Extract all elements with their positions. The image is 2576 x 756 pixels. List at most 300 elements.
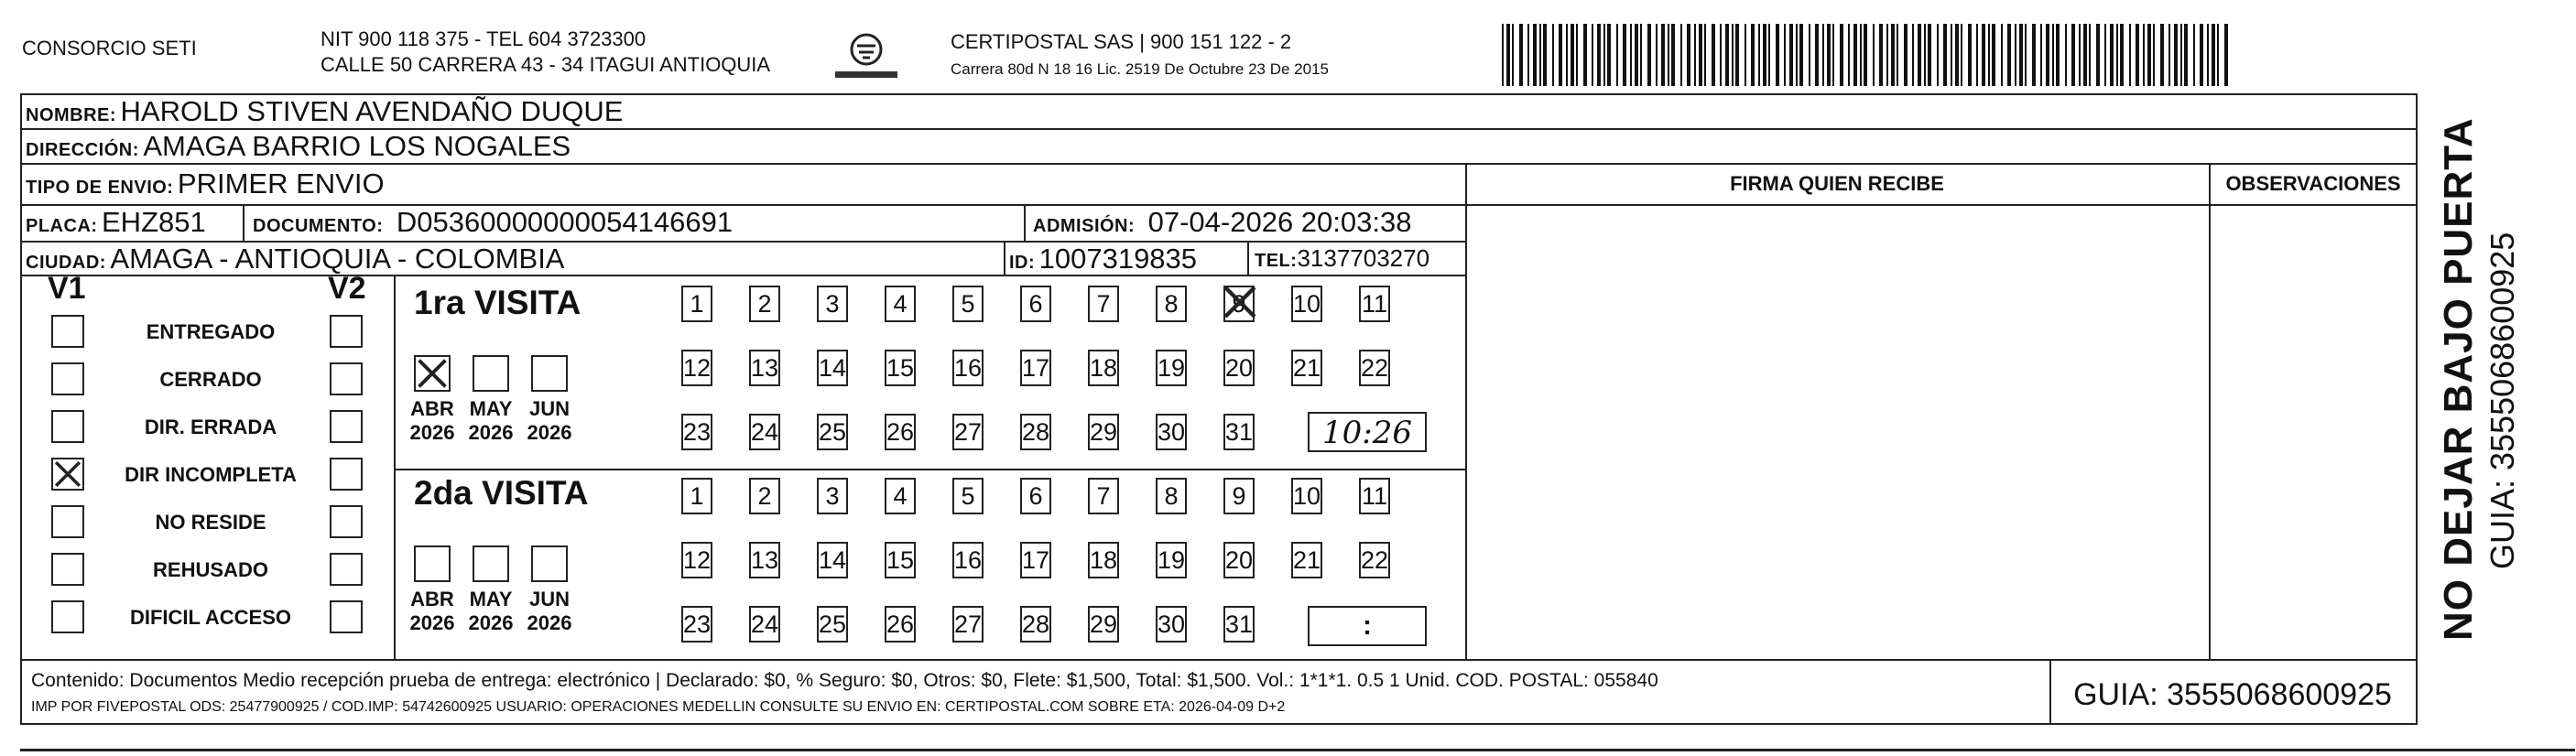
barcode-bar bbox=[1543, 24, 1547, 86]
barcode-bar bbox=[1928, 24, 1931, 86]
barcode-bar bbox=[1687, 24, 1690, 86]
barcode-bar bbox=[1704, 24, 1706, 86]
day-box[interactable] bbox=[749, 350, 780, 386]
barcode-bar bbox=[1924, 24, 1926, 86]
day-box[interactable] bbox=[885, 414, 916, 450]
day-number: 8 bbox=[1164, 290, 1179, 318]
tipo-envio-label: TIPO DE ENVIO: bbox=[26, 178, 174, 198]
barcode-bar bbox=[2147, 24, 2151, 86]
day-box[interactable] bbox=[1156, 606, 1187, 643]
day-number: 15 bbox=[886, 354, 915, 382]
day-number: 31 bbox=[1225, 610, 1254, 638]
barcode-bar bbox=[1968, 24, 1972, 86]
day-box[interactable] bbox=[1020, 350, 1051, 386]
barcode-bar bbox=[1732, 24, 1734, 86]
month-label bbox=[405, 397, 460, 445]
status-v2-checkbox[interactable] bbox=[330, 410, 363, 443]
documento-label: DOCUMENTO: bbox=[253, 216, 384, 236]
barcode-bar bbox=[1699, 24, 1702, 86]
barcode-bar bbox=[1776, 24, 1779, 86]
id-field bbox=[1009, 243, 1197, 275]
certipostal-logo bbox=[831, 27, 901, 82]
barcode-bar bbox=[1671, 24, 1675, 86]
day-number: 27 bbox=[954, 610, 983, 638]
barcode-bar bbox=[1784, 24, 1786, 86]
status-v2-checkbox[interactable] bbox=[330, 362, 363, 395]
company-name: CONSORCIO SETI bbox=[22, 37, 197, 59]
barcode-bar bbox=[1607, 24, 1611, 86]
placa-field bbox=[26, 206, 206, 239]
day-box[interactable] bbox=[817, 350, 848, 386]
tel-label: TEL: bbox=[1255, 251, 1298, 271]
barcode-bar bbox=[2193, 24, 2195, 86]
day-box[interactable] bbox=[749, 542, 780, 578]
no-dejar-bajo-puerta: NO DEJAR BAJO PUERTA bbox=[2436, 117, 2481, 641]
month-name: MAY bbox=[469, 397, 513, 420]
day-number: 30 bbox=[1158, 610, 1186, 638]
day-number: 14 bbox=[819, 354, 847, 382]
admision-field bbox=[1033, 206, 1411, 239]
day-number: 26 bbox=[886, 418, 915, 446]
status-v1-checkbox[interactable] bbox=[51, 410, 84, 443]
day-number: 12 bbox=[683, 546, 712, 574]
day-box[interactable] bbox=[1223, 606, 1255, 643]
day-box[interactable] bbox=[1359, 478, 1390, 514]
month-name: ABR bbox=[410, 588, 454, 610]
barcode-bar bbox=[2153, 24, 2155, 86]
day-box[interactable] bbox=[681, 414, 712, 450]
documento-value: D05360000000054146691 bbox=[396, 206, 734, 238]
day-number: 25 bbox=[819, 610, 847, 638]
barcode-bar bbox=[1796, 24, 1798, 86]
barcode-bar bbox=[1832, 24, 1834, 86]
day-number: 9 bbox=[1232, 482, 1246, 510]
barcode-bar bbox=[1745, 24, 1746, 86]
status-v1-checkbox[interactable] bbox=[51, 458, 84, 491]
day-box[interactable] bbox=[1088, 542, 1119, 578]
day-box[interactable] bbox=[749, 606, 780, 643]
day-box[interactable] bbox=[1020, 478, 1051, 514]
barcode-bar bbox=[2180, 24, 2182, 86]
barcode-bar bbox=[1720, 24, 1722, 86]
status-v2-checkbox[interactable] bbox=[330, 553, 363, 586]
day-box[interactable] bbox=[1156, 414, 1187, 450]
barcode-bar bbox=[1519, 24, 1523, 86]
month-checkbox[interactable] bbox=[473, 545, 509, 582]
barcode-bar bbox=[1583, 24, 1587, 86]
day-number: 4 bbox=[893, 482, 908, 510]
day-box[interactable] bbox=[1223, 350, 1255, 386]
day-number: 25 bbox=[819, 418, 847, 446]
barcode-bar bbox=[1912, 24, 1914, 86]
barcode-bar bbox=[1763, 24, 1766, 86]
footer-guia: GUIA: 3555068600925 bbox=[2073, 677, 2392, 712]
day-number: 31 bbox=[1225, 418, 1254, 446]
barcode-bar bbox=[2007, 24, 2011, 86]
day-number: 8 bbox=[1164, 482, 1179, 510]
barcode-bar bbox=[2083, 24, 2087, 86]
day-number: 18 bbox=[1090, 546, 1118, 574]
day-number: 24 bbox=[751, 610, 779, 638]
barcode-bar bbox=[1848, 24, 1850, 86]
barcode-bar bbox=[2079, 24, 2081, 86]
barcode-bar bbox=[2184, 24, 2188, 86]
day-box[interactable] bbox=[1020, 606, 1051, 643]
day-number: 19 bbox=[1158, 546, 1186, 574]
day-number: 16 bbox=[954, 354, 983, 382]
day-box[interactable] bbox=[1291, 542, 1322, 578]
barcode-bar bbox=[1661, 24, 1665, 86]
barcode-bar bbox=[2071, 24, 2075, 86]
barcode-bar bbox=[2207, 24, 2209, 86]
day-box[interactable] bbox=[952, 414, 984, 450]
status-v1-checkbox[interactable] bbox=[51, 315, 84, 348]
day-number: 16 bbox=[954, 546, 983, 574]
direccion-label: DIRECCIÓN: bbox=[26, 140, 139, 160]
barcode-bar bbox=[2212, 24, 2215, 86]
barcode-bar bbox=[1576, 24, 1578, 86]
day-number: 17 bbox=[1022, 354, 1050, 382]
month-label bbox=[405, 588, 460, 635]
placa-value: EHZ851 bbox=[102, 206, 206, 238]
barcode-bar bbox=[2001, 24, 2003, 86]
barcode-bar bbox=[1904, 24, 1908, 86]
barcode-bar bbox=[1961, 24, 1962, 86]
day-number: 20 bbox=[1225, 546, 1254, 574]
nit-line: NIT 900 118 375 - TEL 604 3723300 bbox=[321, 27, 647, 50]
day-number: 6 bbox=[1028, 482, 1043, 510]
admision-label: ADMISIÓN: bbox=[1033, 216, 1136, 236]
visit1-title: 1ra VISITA bbox=[414, 284, 582, 321]
day-box[interactable] bbox=[817, 286, 848, 322]
barcode-bar bbox=[1506, 24, 1510, 86]
day-box[interactable] bbox=[1359, 542, 1390, 578]
day-number: 2 bbox=[757, 290, 772, 318]
barcode-bar bbox=[1822, 24, 1824, 86]
day-number: 14 bbox=[819, 546, 847, 574]
tel-value: 3137703270 bbox=[1297, 244, 1430, 272]
barcode-bar bbox=[1809, 24, 1810, 86]
barcode-bar bbox=[1918, 24, 1921, 86]
barcode-bar bbox=[2200, 24, 2203, 86]
status-label: NO RESIDE bbox=[155, 511, 266, 534]
barcode-bar bbox=[1668, 24, 1669, 86]
barcode-bar bbox=[1533, 24, 1537, 86]
ciudad-value: AMAGA - ANTIOQUIA - COLOMBIA bbox=[110, 243, 565, 275]
day-number: 10 bbox=[1293, 482, 1321, 510]
status-v2-checkbox[interactable] bbox=[330, 600, 363, 633]
v2-header: V2 bbox=[328, 271, 366, 306]
day-box[interactable] bbox=[1088, 606, 1119, 643]
day-number: 30 bbox=[1158, 418, 1186, 446]
day-number: 11 bbox=[1361, 290, 1388, 318]
day-box[interactable] bbox=[952, 606, 984, 643]
visit2-time-box[interactable]: : bbox=[1308, 606, 1427, 646]
barcode-bar bbox=[2025, 24, 2027, 86]
day-box[interactable] bbox=[885, 478, 916, 514]
barcode-bar bbox=[2104, 24, 2106, 86]
day-number: 26 bbox=[886, 610, 915, 638]
tipo-envio-value: PRIMER ENVIO bbox=[177, 167, 385, 200]
day-number: 27 bbox=[954, 418, 983, 446]
id-value: 1007319835 bbox=[1038, 243, 1198, 275]
barcode-bar bbox=[1827, 24, 1831, 86]
barcode-bar bbox=[1623, 24, 1626, 86]
day-box[interactable] bbox=[817, 478, 848, 514]
day-number: 15 bbox=[886, 546, 915, 574]
footer-imp-line: IMP POR FIVEPOSTAL ODS: 25477900925 / COD.IMP: 54742600925 USUARIO: OPERACIONES MEDELLIN CONSULTE SU ENVIO EN: CERTIPOSTAL.COM SOBRE ETA: 2026-04-09 D+2 bbox=[31, 699, 1286, 715]
day-number: 7 bbox=[1096, 290, 1111, 318]
barcode-bar bbox=[1640, 24, 1642, 86]
visit1-time-box[interactable]: 10:26 bbox=[1308, 412, 1427, 452]
day-number: 18 bbox=[1090, 354, 1118, 382]
day-number: 12 bbox=[683, 354, 712, 382]
barcode-bar bbox=[1680, 24, 1682, 86]
day-box[interactable] bbox=[681, 542, 712, 578]
license-line: Carrera 80d N 18 16 Lic. 2519 De Octubre 23 De 2015 bbox=[951, 60, 1329, 78]
day-box[interactable] bbox=[749, 478, 780, 514]
status-label: DIFICIL ACCESO bbox=[129, 606, 291, 629]
footer-content-line: Contenido: Documentos Medio recepción prueba de entrega: electrónico | Declarado: $0, % Seguro: $0, Otros: $0, Flete: $1,500, Total: $1,500. Vol.: 1*1*1. 0.5 1 Unid. COD. POSTAL: 055840 bbox=[31, 670, 1658, 691]
status-v1-checkbox[interactable] bbox=[51, 600, 84, 633]
barcode-bar bbox=[1886, 24, 1888, 86]
day-number: 23 bbox=[683, 418, 712, 446]
barcode-bar bbox=[1539, 24, 1541, 86]
day-box[interactable] bbox=[681, 606, 712, 643]
day-number: 29 bbox=[1090, 610, 1118, 638]
day-box[interactable] bbox=[817, 414, 848, 450]
signature-area[interactable] bbox=[1469, 207, 2205, 655]
barcode-bar bbox=[1840, 24, 1843, 86]
month-year: 2026 bbox=[468, 421, 514, 444]
day-box[interactable] bbox=[952, 478, 984, 514]
day-box[interactable] bbox=[952, 286, 984, 322]
barcode-bar bbox=[2096, 24, 2100, 86]
observaciones-area[interactable] bbox=[2212, 207, 2414, 655]
barcode-bar bbox=[2056, 24, 2060, 86]
barcode-bar bbox=[2040, 24, 2042, 86]
barcode-bar bbox=[1751, 24, 1755, 86]
visit2-title: 2da VISITA bbox=[414, 474, 589, 512]
status-v1-checkbox[interactable] bbox=[51, 362, 84, 395]
direccion-field bbox=[26, 130, 571, 163]
barcode-bar bbox=[1502, 24, 1504, 86]
day-number: 9 bbox=[1232, 290, 1246, 318]
day-box[interactable] bbox=[952, 542, 984, 578]
day-number: 29 bbox=[1090, 418, 1118, 446]
day-box[interactable] bbox=[1223, 286, 1255, 322]
barcode-bar bbox=[1571, 24, 1574, 86]
month-checkbox[interactable] bbox=[531, 545, 568, 582]
barcode-bar bbox=[1815, 24, 1819, 86]
barcode-bar bbox=[2129, 24, 2131, 86]
placa-label: PLACA: bbox=[26, 216, 98, 236]
barcode-bar bbox=[2136, 24, 2139, 86]
day-box[interactable] bbox=[749, 286, 780, 322]
month-checkbox[interactable] bbox=[531, 355, 568, 392]
day-number: 23 bbox=[683, 610, 712, 638]
barcode-bar bbox=[1943, 24, 1947, 86]
day-box[interactable] bbox=[1088, 350, 1119, 386]
month-label bbox=[463, 588, 518, 635]
status-label: REHUSADO bbox=[153, 558, 268, 581]
day-box[interactable] bbox=[1020, 542, 1051, 578]
day-number: 24 bbox=[751, 418, 779, 446]
day-box[interactable] bbox=[749, 414, 780, 450]
day-box[interactable] bbox=[817, 542, 848, 578]
barcode-bar bbox=[1992, 24, 1995, 86]
day-box[interactable] bbox=[952, 350, 984, 386]
day-box[interactable] bbox=[1088, 286, 1119, 322]
status-v2-checkbox[interactable] bbox=[330, 315, 363, 348]
barcode-bar bbox=[1864, 24, 1867, 86]
day-number: 20 bbox=[1225, 354, 1254, 382]
month-checkbox[interactable] bbox=[414, 545, 451, 582]
day-box[interactable] bbox=[885, 606, 916, 643]
barcode-bar bbox=[2015, 24, 2016, 86]
address-line: CALLE 50 CARRERA 43 - 34 ITAGUI ANTIOQUIA bbox=[321, 53, 771, 76]
barcode-bar bbox=[2110, 24, 2114, 86]
barcode-bar bbox=[1725, 24, 1729, 86]
day-box[interactable] bbox=[885, 542, 916, 578]
barcode-bar bbox=[1735, 24, 1739, 86]
status-v1-checkbox[interactable] bbox=[51, 553, 84, 586]
barcode-bar bbox=[1559, 24, 1562, 86]
day-box[interactable] bbox=[1156, 286, 1187, 322]
day-box[interactable] bbox=[1088, 414, 1119, 450]
barcode-bar bbox=[1552, 24, 1554, 86]
barcode-bar bbox=[2120, 24, 2124, 86]
barcode-bar bbox=[1879, 24, 1883, 86]
day-number: 28 bbox=[1022, 418, 1050, 446]
day-number: 2 bbox=[757, 482, 772, 510]
day-box[interactable] bbox=[885, 350, 916, 386]
status-label: DIR. ERRADA bbox=[144, 416, 277, 438]
v1-header: V1 bbox=[48, 271, 86, 306]
day-number: 13 bbox=[751, 354, 779, 382]
day-number: 19 bbox=[1158, 354, 1186, 382]
day-box[interactable] bbox=[1359, 350, 1390, 386]
barcode-bar bbox=[1527, 24, 1529, 86]
barcode-bar bbox=[1712, 24, 1715, 86]
day-box[interactable] bbox=[1291, 350, 1322, 386]
barcode-bar bbox=[2052, 24, 2054, 86]
day-box[interactable] bbox=[1156, 350, 1187, 386]
carrier-line: CERTIPOSTAL SAS | 900 151 122 - 2 bbox=[951, 30, 1292, 53]
tel-field bbox=[1255, 244, 1429, 273]
month-year: 2026 bbox=[527, 421, 572, 444]
month-year: 2026 bbox=[527, 611, 572, 634]
month-year: 2026 bbox=[409, 611, 455, 634]
barcode-bar bbox=[1951, 24, 1952, 86]
firma-header: FIRMA QUIEN RECIBE bbox=[1730, 172, 1944, 195]
day-box[interactable] bbox=[1088, 478, 1119, 514]
barcode-bar bbox=[1758, 24, 1760, 86]
month-name: MAY bbox=[469, 588, 513, 610]
barcode-bar bbox=[1982, 24, 1985, 86]
barcode-bar bbox=[1799, 24, 1803, 86]
day-number: 3 bbox=[825, 290, 840, 318]
direccion-value: AMAGA BARRIO LOS NOGALES bbox=[143, 130, 571, 162]
day-box[interactable] bbox=[1291, 286, 1322, 322]
day-box[interactable] bbox=[817, 606, 848, 643]
day-number: 1 bbox=[690, 482, 704, 510]
day-box[interactable] bbox=[1359, 286, 1390, 322]
day-box[interactable] bbox=[681, 478, 712, 514]
month-label bbox=[522, 588, 577, 635]
documento-field bbox=[253, 206, 733, 239]
barcode-bar bbox=[2116, 24, 2118, 86]
barcode-bar bbox=[2089, 24, 2091, 86]
day-number: 22 bbox=[1361, 546, 1389, 574]
barcode-bar bbox=[2217, 24, 2219, 86]
day-box[interactable] bbox=[1020, 286, 1051, 322]
day-box[interactable] bbox=[1020, 414, 1051, 450]
barcode-bar bbox=[1976, 24, 1978, 86]
nombre-value: HAROLD STIVEN AVENDAÑO DUQUE bbox=[120, 95, 624, 127]
day-number: 11 bbox=[1361, 482, 1388, 510]
barcode-bar bbox=[1616, 24, 1618, 86]
barcode-bar bbox=[1873, 24, 1875, 86]
status-v2-checkbox[interactable] bbox=[330, 505, 363, 538]
day-box[interactable] bbox=[1291, 478, 1322, 514]
barcode-bar bbox=[1566, 24, 1568, 86]
day-box[interactable] bbox=[681, 350, 712, 386]
day-number: 5 bbox=[961, 482, 975, 510]
month-checkbox[interactable] bbox=[473, 355, 509, 392]
barcode-bar bbox=[1789, 24, 1793, 86]
barcode-bar bbox=[2032, 24, 2036, 86]
day-box[interactable] bbox=[1156, 478, 1187, 514]
barcode-bar bbox=[1656, 24, 1658, 86]
barcode-bar bbox=[1853, 24, 1857, 86]
barcode-bar bbox=[2046, 24, 2049, 86]
month-checkbox[interactable] bbox=[414, 355, 451, 392]
observaciones-header: OBSERVACIONES bbox=[2225, 172, 2401, 195]
barcode-bar bbox=[2065, 24, 2067, 86]
day-number: 13 bbox=[751, 546, 779, 574]
tipo-envio-field bbox=[26, 167, 385, 200]
month-name: JUN bbox=[528, 588, 570, 610]
day-box[interactable] bbox=[1223, 414, 1255, 450]
nombre-field bbox=[26, 95, 623, 128]
side-guia: GUIA: 3555068600925 bbox=[2484, 232, 2521, 569]
day-number: 21 bbox=[1293, 354, 1321, 382]
barcode bbox=[1502, 24, 2234, 86]
status-label: ENTREGADO bbox=[146, 320, 276, 343]
day-box[interactable] bbox=[885, 286, 916, 322]
id-label: ID: bbox=[1009, 253, 1036, 273]
day-mark-icon bbox=[1222, 284, 1258, 326]
day-number: 3 bbox=[825, 482, 840, 510]
day-number: 4 bbox=[893, 290, 908, 318]
barcode-bar bbox=[1937, 24, 1939, 86]
day-box[interactable] bbox=[1156, 542, 1187, 578]
day-box[interactable] bbox=[681, 286, 712, 322]
day-box[interactable] bbox=[1223, 542, 1255, 578]
barcode-bar bbox=[2224, 24, 2228, 86]
barcode-bar bbox=[1897, 24, 1898, 86]
status-v1-checkbox[interactable] bbox=[51, 505, 84, 538]
barcode-bar bbox=[1647, 24, 1651, 86]
day-number: 10 bbox=[1293, 290, 1321, 318]
barcode-bar bbox=[1635, 24, 1638, 86]
status-v2-checkbox[interactable] bbox=[330, 458, 363, 491]
barcode-bar bbox=[1512, 24, 1514, 86]
day-box[interactable] bbox=[1223, 478, 1255, 514]
barcode-bar bbox=[1694, 24, 1696, 86]
day-number: 17 bbox=[1022, 546, 1050, 574]
